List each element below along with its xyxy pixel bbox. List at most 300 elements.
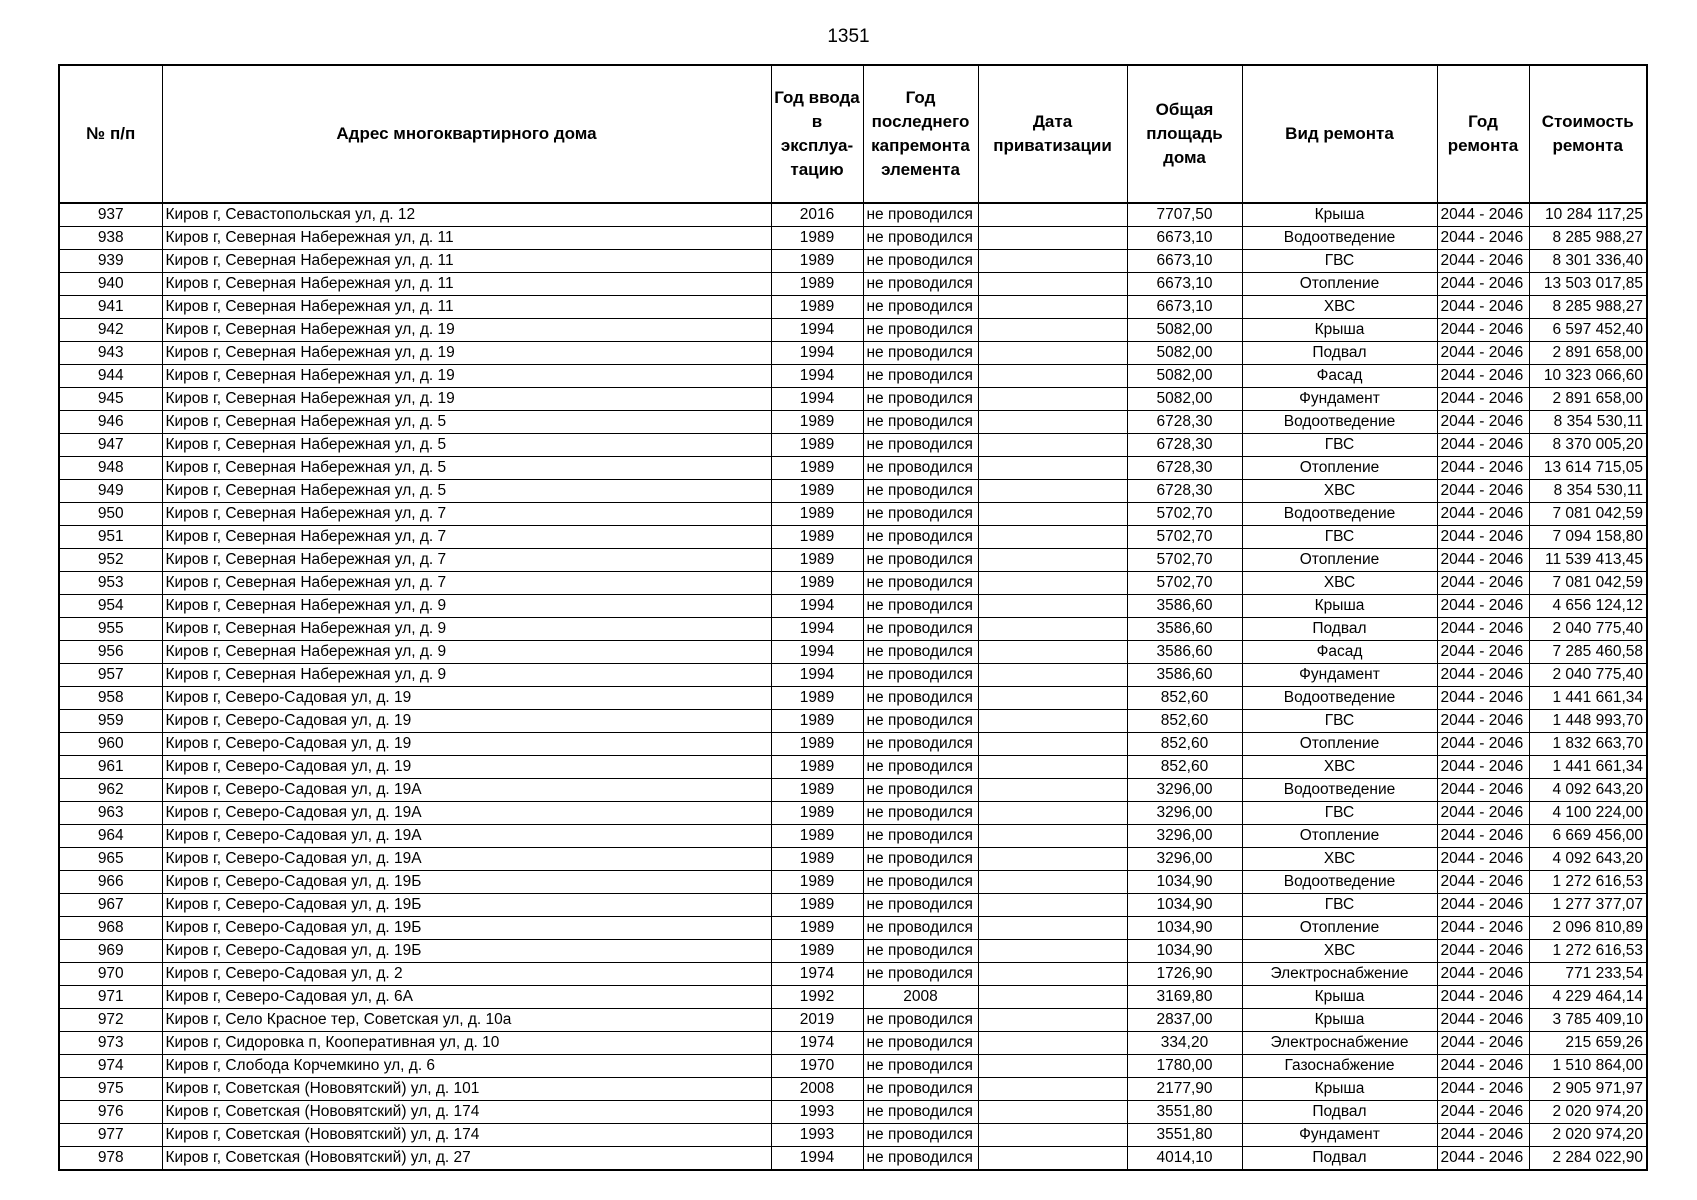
cell-num: 961 <box>59 756 162 779</box>
cell-cost: 2 891 658,00 <box>1529 342 1647 365</box>
cell-address: Киров г, Северо-Садовая ул, д. 19Б <box>162 917 771 940</box>
cell-address: Киров г, Северная Набережная ул, д. 19 <box>162 342 771 365</box>
cell-area: 852,60 <box>1127 687 1242 710</box>
cell-cost: 2 020 974,20 <box>1529 1101 1647 1124</box>
cell-num: 953 <box>59 572 162 595</box>
table-row <box>59 595 1647 618</box>
cell-address: Киров г, Северо-Садовая ул, д. 19А <box>162 825 771 848</box>
table-row <box>59 894 1647 917</box>
cell-year-built: 1994 <box>771 365 863 388</box>
cell-num: 948 <box>59 457 162 480</box>
cell-year-built: 2016 <box>771 203 863 227</box>
cell-area: 5082,00 <box>1127 388 1242 411</box>
cell-area: 5082,00 <box>1127 319 1242 342</box>
cell-num: 956 <box>59 641 162 664</box>
cell-last-repair: не проводился <box>863 940 978 963</box>
cell-last-repair: не проводился <box>863 480 978 503</box>
cell-year-built: 1989 <box>771 871 863 894</box>
cell-privatization <box>978 203 1127 227</box>
cell-last-repair: не проводился <box>863 296 978 319</box>
cell-num: 972 <box>59 1009 162 1032</box>
table-row <box>59 917 1647 940</box>
cell-num: 963 <box>59 802 162 825</box>
cell-area: 6673,10 <box>1127 227 1242 250</box>
cell-repair-type: Отопление <box>1242 549 1437 572</box>
table-row <box>59 802 1647 825</box>
cell-num: 967 <box>59 894 162 917</box>
cell-repair-year: 2044 - 2046 <box>1437 687 1529 710</box>
cell-num: 946 <box>59 411 162 434</box>
cell-cost: 10 323 066,60 <box>1529 365 1647 388</box>
cell-privatization <box>978 526 1127 549</box>
table-header-row <box>59 65 1647 203</box>
cell-repair-year: 2044 - 2046 <box>1437 595 1529 618</box>
cell-year-built: 1989 <box>771 733 863 756</box>
cell-repair-type: Отопление <box>1242 733 1437 756</box>
cell-repair-type: Водоотведение <box>1242 503 1437 526</box>
cell-year-built: 1989 <box>771 273 863 296</box>
cell-privatization <box>978 273 1127 296</box>
cell-last-repair: не проводился <box>863 802 978 825</box>
cell-num: 939 <box>59 250 162 273</box>
cell-num: 958 <box>59 687 162 710</box>
cell-repair-type: ГВС <box>1242 802 1437 825</box>
cell-privatization <box>978 434 1127 457</box>
cell-privatization <box>978 779 1127 802</box>
cell-year-built: 1993 <box>771 1101 863 1124</box>
cell-num: 940 <box>59 273 162 296</box>
cell-last-repair: 2008 <box>863 986 978 1009</box>
table-row <box>59 273 1647 296</box>
cell-year-built: 1989 <box>771 687 863 710</box>
cell-num: 941 <box>59 296 162 319</box>
table-row <box>59 480 1647 503</box>
cell-address: Киров г, Село Красное тер, Советская ул, д. 10а <box>162 1009 771 1032</box>
cell-repair-year: 2044 - 2046 <box>1437 227 1529 250</box>
cell-address: Киров г, Северная Набережная ул, д. 7 <box>162 572 771 595</box>
cell-cost: 7 094 158,80 <box>1529 526 1647 549</box>
cell-cost: 4 092 643,20 <box>1529 779 1647 802</box>
cell-cost: 2 040 775,40 <box>1529 618 1647 641</box>
cell-cost: 8 301 336,40 <box>1529 250 1647 273</box>
cell-address: Киров г, Сидоровка п, Кооперативная ул, д. 10 <box>162 1032 771 1055</box>
cell-area: 5702,70 <box>1127 526 1242 549</box>
cell-area: 2837,00 <box>1127 1009 1242 1032</box>
cell-cost: 2 096 810,89 <box>1529 917 1647 940</box>
cell-privatization <box>978 618 1127 641</box>
cell-num: 947 <box>59 434 162 457</box>
cell-cost: 1 441 661,34 <box>1529 756 1647 779</box>
cell-repair-type: ХВС <box>1242 480 1437 503</box>
cell-repair-type: Крыша <box>1242 986 1437 1009</box>
cell-repair-year: 2044 - 2046 <box>1437 779 1529 802</box>
cell-year-built: 2008 <box>771 1078 863 1101</box>
cell-address: Киров г, Северная Набережная ул, д. 5 <box>162 434 771 457</box>
cell-repair-year: 2044 - 2046 <box>1437 503 1529 526</box>
cell-cost: 1 448 993,70 <box>1529 710 1647 733</box>
cell-area: 4014,10 <box>1127 1147 1242 1171</box>
table-row <box>59 710 1647 733</box>
cell-repair-year: 2044 - 2046 <box>1437 917 1529 940</box>
cell-repair-year: 2044 - 2046 <box>1437 940 1529 963</box>
cell-repair-year: 2044 - 2046 <box>1437 526 1529 549</box>
cell-year-built: 1989 <box>771 779 863 802</box>
cell-last-repair: не проводился <box>863 825 978 848</box>
cell-last-repair: не проводился <box>863 1055 978 1078</box>
cell-repair-year: 2044 - 2046 <box>1437 733 1529 756</box>
cell-cost: 10 284 117,25 <box>1529 203 1647 227</box>
cell-area: 3296,00 <box>1127 825 1242 848</box>
table-row <box>59 227 1647 250</box>
cell-last-repair: не проводился <box>863 871 978 894</box>
cell-year-built: 1994 <box>771 664 863 687</box>
cell-repair-type: Фасад <box>1242 641 1437 664</box>
cell-area: 852,60 <box>1127 756 1242 779</box>
cell-last-repair: не проводился <box>863 250 978 273</box>
cell-year-built: 1994 <box>771 1147 863 1171</box>
cell-area: 3296,00 <box>1127 779 1242 802</box>
cell-repair-type: ХВС <box>1242 756 1437 779</box>
cell-privatization <box>978 641 1127 664</box>
table-row <box>59 779 1647 802</box>
cell-repair-type: ХВС <box>1242 848 1437 871</box>
cell-cost: 1 441 661,34 <box>1529 687 1647 710</box>
cell-repair-type: Водоотведение <box>1242 687 1437 710</box>
cell-year-built: 1989 <box>771 480 863 503</box>
cell-area: 5082,00 <box>1127 365 1242 388</box>
cell-last-repair: не проводился <box>863 388 978 411</box>
cell-num: 944 <box>59 365 162 388</box>
table-row <box>59 963 1647 986</box>
cell-num: 955 <box>59 618 162 641</box>
cell-num: 949 <box>59 480 162 503</box>
cell-repair-year: 2044 - 2046 <box>1437 641 1529 664</box>
cell-privatization <box>978 871 1127 894</box>
cell-repair-year: 2044 - 2046 <box>1437 756 1529 779</box>
repair-schedule-table <box>58 64 1648 1171</box>
cell-last-repair: не проводился <box>863 319 978 342</box>
cell-repair-year: 2044 - 2046 <box>1437 342 1529 365</box>
cell-repair-year: 2044 - 2046 <box>1437 1055 1529 1078</box>
table-row <box>59 1032 1647 1055</box>
cell-year-built: 1994 <box>771 641 863 664</box>
cell-year-built: 1989 <box>771 710 863 733</box>
cell-cost: 7 285 460,58 <box>1529 641 1647 664</box>
table-row <box>59 756 1647 779</box>
cell-num: 964 <box>59 825 162 848</box>
table-row <box>59 572 1647 595</box>
cell-privatization <box>978 342 1127 365</box>
cell-year-built: 1989 <box>771 549 863 572</box>
cell-address: Киров г, Северо-Садовая ул, д. 19Б <box>162 940 771 963</box>
cell-privatization <box>978 1147 1127 1171</box>
cell-year-built: 1989 <box>771 457 863 480</box>
cell-last-repair: не проводился <box>863 1101 978 1124</box>
cell-repair-year: 2044 - 2046 <box>1437 549 1529 572</box>
cell-year-built: 1989 <box>771 526 863 549</box>
cell-area: 2177,90 <box>1127 1078 1242 1101</box>
cell-cost: 11 539 413,45 <box>1529 549 1647 572</box>
cell-repair-type: ГВС <box>1242 894 1437 917</box>
cell-num: 976 <box>59 1101 162 1124</box>
cell-last-repair: не проводился <box>863 641 978 664</box>
cell-repair-type: Подвал <box>1242 618 1437 641</box>
header-privatization: Дата приватизации <box>978 65 1127 203</box>
cell-year-built: 1994 <box>771 388 863 411</box>
cell-privatization <box>978 457 1127 480</box>
table-row <box>59 203 1647 227</box>
cell-repair-year: 2044 - 2046 <box>1437 986 1529 1009</box>
table-row <box>59 434 1647 457</box>
cell-privatization <box>978 756 1127 779</box>
cell-address: Киров г, Северо-Садовая ул, д. 19А <box>162 848 771 871</box>
cell-repair-type: Подвал <box>1242 342 1437 365</box>
cell-year-built: 1994 <box>771 319 863 342</box>
cell-repair-type: ГВС <box>1242 250 1437 273</box>
cell-cost: 4 100 224,00 <box>1529 802 1647 825</box>
cell-num: 969 <box>59 940 162 963</box>
cell-address: Киров г, Северная Набережная ул, д. 11 <box>162 250 771 273</box>
cell-privatization <box>978 825 1127 848</box>
cell-privatization <box>978 480 1127 503</box>
cell-cost: 13 503 017,85 <box>1529 273 1647 296</box>
cell-num: 945 <box>59 388 162 411</box>
cell-repair-year: 2044 - 2046 <box>1437 871 1529 894</box>
table-row <box>59 549 1647 572</box>
cell-year-built: 1974 <box>771 963 863 986</box>
cell-privatization <box>978 250 1127 273</box>
cell-area: 3586,60 <box>1127 618 1242 641</box>
cell-cost: 4 229 464,14 <box>1529 986 1647 1009</box>
table-row <box>59 687 1647 710</box>
cell-last-repair: не проводился <box>863 273 978 296</box>
cell-address: Киров г, Северо-Садовая ул, д. 2 <box>162 963 771 986</box>
cell-last-repair: не проводился <box>863 203 978 227</box>
cell-privatization <box>978 986 1127 1009</box>
cell-num: 971 <box>59 986 162 1009</box>
table-row <box>59 1101 1647 1124</box>
cell-last-repair: не проводился <box>863 779 978 802</box>
cell-privatization <box>978 1124 1127 1147</box>
cell-address: Киров г, Северная Набережная ул, д. 7 <box>162 503 771 526</box>
cell-repair-year: 2044 - 2046 <box>1437 411 1529 434</box>
cell-repair-year: 2044 - 2046 <box>1437 319 1529 342</box>
cell-address: Киров г, Слобода Корчемкино ул, д. 6 <box>162 1055 771 1078</box>
table-row <box>59 1055 1647 1078</box>
cell-address: Киров г, Северная Набережная ул, д. 9 <box>162 595 771 618</box>
header-area: Общая площадь дома <box>1127 65 1242 203</box>
cell-privatization <box>978 917 1127 940</box>
cell-year-built: 1989 <box>771 917 863 940</box>
cell-privatization <box>978 963 1127 986</box>
cell-repair-type: Крыша <box>1242 1009 1437 1032</box>
cell-year-built: 2019 <box>771 1009 863 1032</box>
cell-num: 977 <box>59 1124 162 1147</box>
cell-area: 6673,10 <box>1127 296 1242 319</box>
cell-address: Киров г, Северо-Садовая ул, д. 19Б <box>162 894 771 917</box>
cell-address: Киров г, Северо-Садовая ул, д. 19Б <box>162 871 771 894</box>
header-last-repair: Год последнего капремонта элемента <box>863 65 978 203</box>
cell-cost: 1 832 663,70 <box>1529 733 1647 756</box>
table-row <box>59 526 1647 549</box>
header-year-built: Год ввода в эксплуа-тацию <box>771 65 863 203</box>
cell-area: 6673,10 <box>1127 250 1242 273</box>
cell-address: Киров г, Советская (Нововятский) ул, д. 101 <box>162 1078 771 1101</box>
cell-repair-year: 2044 - 2046 <box>1437 250 1529 273</box>
cell-cost: 1 277 377,07 <box>1529 894 1647 917</box>
cell-num: 962 <box>59 779 162 802</box>
cell-num: 937 <box>59 203 162 227</box>
cell-repair-year: 2044 - 2046 <box>1437 1009 1529 1032</box>
cell-address: Киров г, Северная Набережная ул, д. 5 <box>162 411 771 434</box>
cell-cost: 2 040 775,40 <box>1529 664 1647 687</box>
cell-address: Киров г, Северная Набережная ул, д. 9 <box>162 618 771 641</box>
cell-cost: 13 614 715,05 <box>1529 457 1647 480</box>
cell-privatization <box>978 894 1127 917</box>
cell-year-built: 1994 <box>771 618 863 641</box>
header-repair-type: Вид ремонта <box>1242 65 1437 203</box>
table-row <box>59 664 1647 687</box>
cell-year-built: 1989 <box>771 756 863 779</box>
cell-area: 334,20 <box>1127 1032 1242 1055</box>
table-row <box>59 940 1647 963</box>
cell-address: Киров г, Северная Набережная ул, д. 11 <box>162 227 771 250</box>
cell-repair-type: Отопление <box>1242 917 1437 940</box>
table-row <box>59 618 1647 641</box>
cell-repair-type: ХВС <box>1242 940 1437 963</box>
cell-num: 942 <box>59 319 162 342</box>
cell-cost: 6 597 452,40 <box>1529 319 1647 342</box>
cell-repair-type: Фундамент <box>1242 664 1437 687</box>
cell-last-repair: не проводился <box>863 457 978 480</box>
cell-num: 965 <box>59 848 162 871</box>
cell-last-repair: не проводился <box>863 227 978 250</box>
cell-area: 6728,30 <box>1127 411 1242 434</box>
cell-address: Киров г, Северная Набережная ул, д. 19 <box>162 388 771 411</box>
cell-address: Киров г, Северная Набережная ул, д. 5 <box>162 457 771 480</box>
cell-last-repair: не проводился <box>863 894 978 917</box>
table-row <box>59 365 1647 388</box>
cell-address: Киров г, Северо-Садовая ул, д. 19А <box>162 779 771 802</box>
cell-privatization <box>978 296 1127 319</box>
cell-last-repair: не проводился <box>863 1032 978 1055</box>
cell-cost: 4 092 643,20 <box>1529 848 1647 871</box>
cell-year-built: 1989 <box>771 894 863 917</box>
cell-repair-type: Подвал <box>1242 1101 1437 1124</box>
cell-year-built: 1992 <box>771 986 863 1009</box>
cell-repair-year: 2044 - 2046 <box>1437 480 1529 503</box>
cell-privatization <box>978 1101 1127 1124</box>
cell-privatization <box>978 388 1127 411</box>
cell-repair-year: 2044 - 2046 <box>1437 457 1529 480</box>
cell-cost: 2 020 974,20 <box>1529 1124 1647 1147</box>
cell-year-built: 1989 <box>771 940 863 963</box>
cell-cost: 8 354 530,11 <box>1529 411 1647 434</box>
cell-last-repair: не проводился <box>863 1124 978 1147</box>
cell-privatization <box>978 710 1127 733</box>
cell-address: Киров г, Северо-Садовая ул, д. 19 <box>162 687 771 710</box>
cell-address: Киров г, Северная Набережная ул, д. 7 <box>162 526 771 549</box>
table-body <box>59 203 1647 1170</box>
cell-cost: 8 370 005,20 <box>1529 434 1647 457</box>
cell-cost: 3 785 409,10 <box>1529 1009 1647 1032</box>
cell-privatization <box>978 572 1127 595</box>
cell-area: 3586,60 <box>1127 595 1242 618</box>
cell-last-repair: не проводился <box>863 963 978 986</box>
cell-address: Киров г, Северная Набережная ул, д. 7 <box>162 549 771 572</box>
cell-area: 1780,00 <box>1127 1055 1242 1078</box>
cell-area: 6728,30 <box>1127 434 1242 457</box>
cell-repair-type: ГВС <box>1242 526 1437 549</box>
cell-address: Киров г, Северная Набережная ул, д. 11 <box>162 296 771 319</box>
cell-repair-type: Водоотведение <box>1242 779 1437 802</box>
cell-privatization <box>978 227 1127 250</box>
cell-last-repair: не проводился <box>863 549 978 572</box>
cell-address: Киров г, Северная Набережная ул, д. 19 <box>162 319 771 342</box>
cell-area: 6673,10 <box>1127 273 1242 296</box>
cell-repair-year: 2044 - 2046 <box>1437 710 1529 733</box>
cell-address: Киров г, Северо-Садовая ул, д. 19 <box>162 733 771 756</box>
table-row <box>59 641 1647 664</box>
cell-area: 852,60 <box>1127 710 1242 733</box>
cell-year-built: 1989 <box>771 296 863 319</box>
cell-repair-year: 2044 - 2046 <box>1437 1078 1529 1101</box>
cell-privatization <box>978 503 1127 526</box>
cell-year-built: 1989 <box>771 848 863 871</box>
cell-repair-year: 2044 - 2046 <box>1437 572 1529 595</box>
cell-repair-year: 2044 - 2046 <box>1437 296 1529 319</box>
cell-address: Киров г, Севастопольская ул, д. 12 <box>162 203 771 227</box>
cell-repair-type: Отопление <box>1242 825 1437 848</box>
cell-num: 951 <box>59 526 162 549</box>
cell-year-built: 1994 <box>771 595 863 618</box>
cell-area: 1034,90 <box>1127 940 1242 963</box>
cell-repair-type: Крыша <box>1242 203 1437 227</box>
table-row <box>59 848 1647 871</box>
cell-last-repair: не проводился <box>863 526 978 549</box>
cell-repair-year: 2044 - 2046 <box>1437 1032 1529 1055</box>
cell-repair-year: 2044 - 2046 <box>1437 434 1529 457</box>
cell-repair-year: 2044 - 2046 <box>1437 1101 1529 1124</box>
header-cost: Стоимость ремонта <box>1529 65 1647 203</box>
cell-last-repair: не проводился <box>863 1078 978 1101</box>
cell-area: 3586,60 <box>1127 641 1242 664</box>
header-repair-year: Год ремонта <box>1437 65 1529 203</box>
cell-last-repair: не проводился <box>863 411 978 434</box>
cell-num: 966 <box>59 871 162 894</box>
cell-cost: 2 905 971,97 <box>1529 1078 1647 1101</box>
cell-year-built: 1989 <box>771 227 863 250</box>
cell-privatization <box>978 687 1127 710</box>
cell-num: 952 <box>59 549 162 572</box>
cell-repair-type: ХВС <box>1242 572 1437 595</box>
table-row <box>59 342 1647 365</box>
table-row <box>59 457 1647 480</box>
cell-area: 5702,70 <box>1127 572 1242 595</box>
cell-repair-year: 2044 - 2046 <box>1437 894 1529 917</box>
cell-repair-type: Крыша <box>1242 1078 1437 1101</box>
cell-cost: 1 272 616,53 <box>1529 940 1647 963</box>
cell-repair-year: 2044 - 2046 <box>1437 388 1529 411</box>
cell-cost: 6 669 456,00 <box>1529 825 1647 848</box>
cell-year-built: 1970 <box>771 1055 863 1078</box>
cell-repair-type: ГВС <box>1242 434 1437 457</box>
cell-area: 3296,00 <box>1127 802 1242 825</box>
cell-repair-year: 2044 - 2046 <box>1437 802 1529 825</box>
table-row <box>59 1124 1647 1147</box>
cell-last-repair: не проводился <box>863 848 978 871</box>
cell-repair-year: 2044 - 2046 <box>1437 273 1529 296</box>
